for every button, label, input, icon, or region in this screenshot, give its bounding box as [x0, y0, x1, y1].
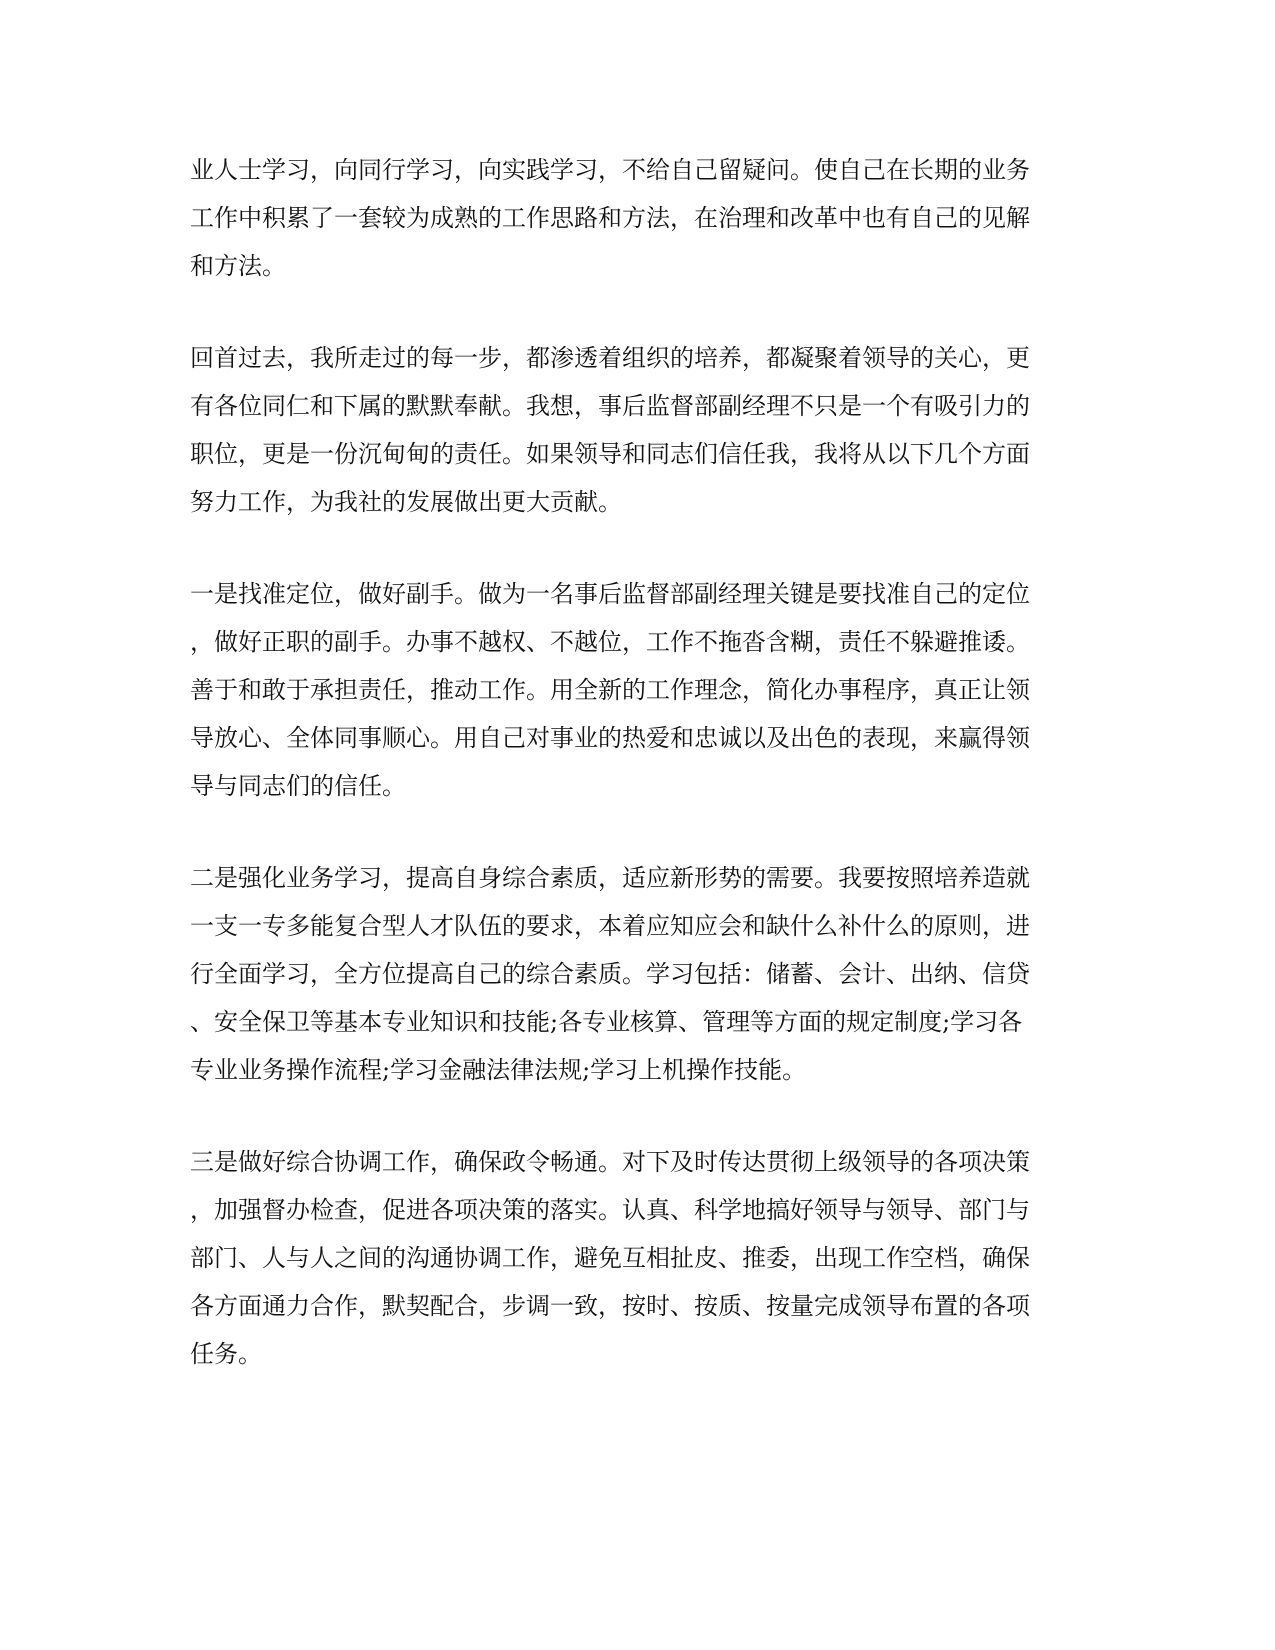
paragraph-line: 有各位同仁和下属的默默奉献。我想，事后监督部副经理不只是一个有吸引力的	[190, 392, 1030, 420]
paragraph-line: 善于和敢于承担责任，推动工作。用全新的工作理念，简化办事程序，真正让领	[190, 676, 1030, 704]
paragraph-line: 和方法。	[190, 252, 286, 280]
paragraph-line: 努力工作，为我社的发展做出更大贡献。	[190, 488, 622, 516]
paragraph-line: 职位，更是一份沉甸甸的责任。如果领导和同志们信任我，我将从以下几个方面	[190, 440, 1030, 468]
paragraph-line: 任务。	[190, 1340, 262, 1368]
paragraph-line: 工作中积累了一套较为成熟的工作思路和方法，在治理和改革中也有自己的见解	[190, 204, 1030, 232]
paragraph-line: 导放心、全体同事顺心。用自己对事业的热爱和忠诚以及出色的表现，来赢得领	[190, 724, 1030, 752]
paragraph-1	[190, 146, 1070, 290]
paragraph-3	[190, 570, 1070, 810]
paragraph-line: ，做好正职的副手。办事不越权、不越位，工作不拖沓含糊，责任不躲避推诿。	[190, 628, 1030, 656]
paragraph-line: 一支一专多能复合型人才队伍的要求，本着应知应会和缺什么补什么的原则，进	[190, 912, 1030, 940]
paragraph-line: 行全面学习，全方位提高自己的综合素质。学习包括：储蓄、会计、出纳、信贷	[190, 960, 1030, 988]
paragraph-line: 专业业务操作流程;学习金融法律法规;学习上机操作技能。	[190, 1056, 807, 1084]
paragraph-2	[190, 334, 1070, 526]
paragraph-4	[190, 854, 1070, 1094]
paragraph-line: 部门、人与人之间的沟通协调工作，避免互相扯皮、推委，出现工作空档，确保	[190, 1244, 1030, 1272]
paragraph-line: 三是做好综合协调工作，确保政令畅通。对下及时传达贯彻上级领导的各项决策	[190, 1148, 1030, 1176]
paragraph-line: 各方面通力合作，默契配合，步调一致，按时、按质、按量完成领导布置的各项	[190, 1292, 1030, 1320]
paragraph-line: 、安全保卫等基本专业知识和技能;各专业核算、管理等方面的规定制度;学习各	[190, 1008, 1023, 1036]
paragraph-line: ，加强督办检查，促进各项决策的落实。认真、科学地搞好领导与领导、部门与	[190, 1196, 1030, 1224]
paragraph-line: 二是强化业务学习，提高自身综合素质，适应新形势的需要。我要按照培养造就	[190, 864, 1030, 892]
document-body	[190, 146, 1070, 1378]
paragraph-line: 一是找准定位，做好副手。做为一名事后监督部副经理关键是要找准自己的定位	[190, 580, 1030, 608]
paragraph-line: 回首过去，我所走过的每一步，都渗透着组织的培养，都凝聚着领导的关心，更	[190, 344, 1030, 372]
paragraph-line: 业人士学习，向同行学习，向实践学习，不给自己留疑问。使自己在长期的业务	[190, 156, 1030, 184]
paragraph-5	[190, 1138, 1070, 1378]
paragraph-line: 导与同志们的信任。	[190, 772, 406, 800]
